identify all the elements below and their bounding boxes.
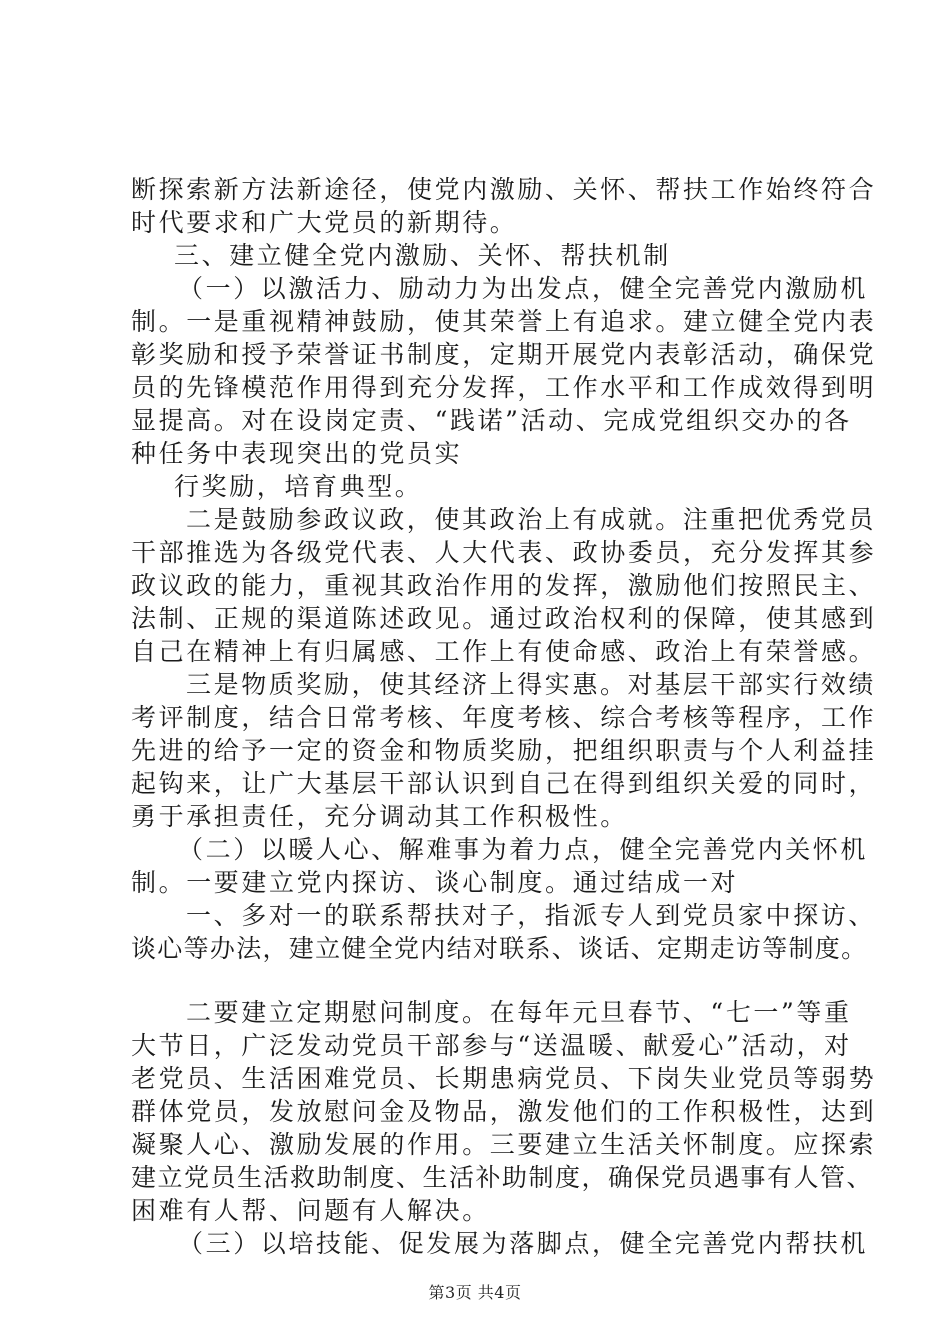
body-line: 二是鼓励参政议政，使其政治上有成就。注重把优秀党员: [186, 505, 877, 534]
body-line: 自己在精神上有归属感、工作上有使命感、政治上有荣誉感。: [131, 637, 877, 666]
body-line: 制。一是重视精神鼓励，使其荣誉上有追求。建立健全党内表: [131, 307, 877, 336]
body-line: 断探索新方法新途径，使党内激励、关怀、帮扶工作始终符合: [131, 175, 877, 204]
body-line: 大节日，广泛发动党员干部参与“送温暖、献爱心”活动，对: [131, 1031, 852, 1060]
body-line: 群体党员，发放慰问金及物品，激发他们的工作积极性，达到: [131, 1097, 877, 1126]
body-line: 干部推选为各级党代表、人大代表、政协委员，充分发挥其参: [131, 538, 877, 567]
body-line: 彰奖励和授予荣誉证书制度，定期开展党内表彰活动，确保党: [131, 340, 877, 369]
body-line: 凝聚人心、激励发展的作用。三要建立生活关怀制度。应探索: [131, 1130, 877, 1159]
body-line: 法制、正规的渠道陈述政见。通过政治权利的保障，使其感到: [131, 604, 877, 633]
body-line: 员的先锋模范作用得到充分发挥，工作水平和工作成效得到明: [131, 373, 877, 402]
body-line: 一、多对一的联系帮扶对子，指派专人到党员家中探访、: [186, 901, 877, 930]
body-line: 三是物质奖励，使其经济上得实惠。对基层干部实行效绩: [186, 670, 877, 699]
body-line: 考评制度，结合日常考核、年度考核、综合考核等程序，工作: [131, 703, 877, 732]
body-line: 起钩来，让广大基层干部认识到自己在得到组织关爱的同时，: [131, 769, 877, 798]
body-line: 制。一要建立党内探访、谈心制度。通过结成一对: [131, 868, 739, 897]
body-line: 显提高。对在设岗定责、“践诺”活动、完成党组织交办的各: [131, 406, 852, 435]
body-line: （一）以激活力、励动力为出发点，健全完善党内激励机: [178, 274, 869, 303]
body-line: 时代要求和广大党员的新期待。: [131, 208, 518, 237]
body-line: 先进的给予一定的资金和物质奖励，把组织职责与个人利益挂: [131, 736, 877, 765]
body-line: 困难有人帮、问题有人解决。: [131, 1196, 490, 1225]
body-line: 老党员、生活困难党员、长期患病党员、下岗失业党员等弱势: [131, 1064, 877, 1093]
body-line: 政议政的能力，重视其政治作用的发挥，激励他们按照民主、: [131, 571, 877, 600]
body-line: （二）以暖人心、解难事为着力点，健全完善党内关怀机: [178, 835, 869, 864]
body-line: 行奖励，培育典型。: [174, 472, 423, 501]
page-number-footer: 第3页 共4页: [428, 1283, 522, 1302]
body-line: 谈心等办法，建立健全党内结对联系、谈话、定期走访等制度。: [131, 934, 868, 963]
body-line: 建立党员生活救助制度、生活补助制度，确保党员遇事有人管、: [131, 1163, 874, 1192]
body-line: 二要建立定期慰问制度。在每年元旦春节、“七一”等重: [186, 998, 852, 1027]
section-heading: 三、建立健全党内激励、关怀、帮扶机制: [174, 241, 671, 270]
body-line: 种任务中表现突出的党员实: [131, 439, 463, 468]
body-line: （三）以培技能、促发展为落脚点，健全完善党内帮扶机: [178, 1229, 869, 1258]
body-line: 勇于承担责任，充分调动其工作积极性。: [131, 802, 628, 831]
